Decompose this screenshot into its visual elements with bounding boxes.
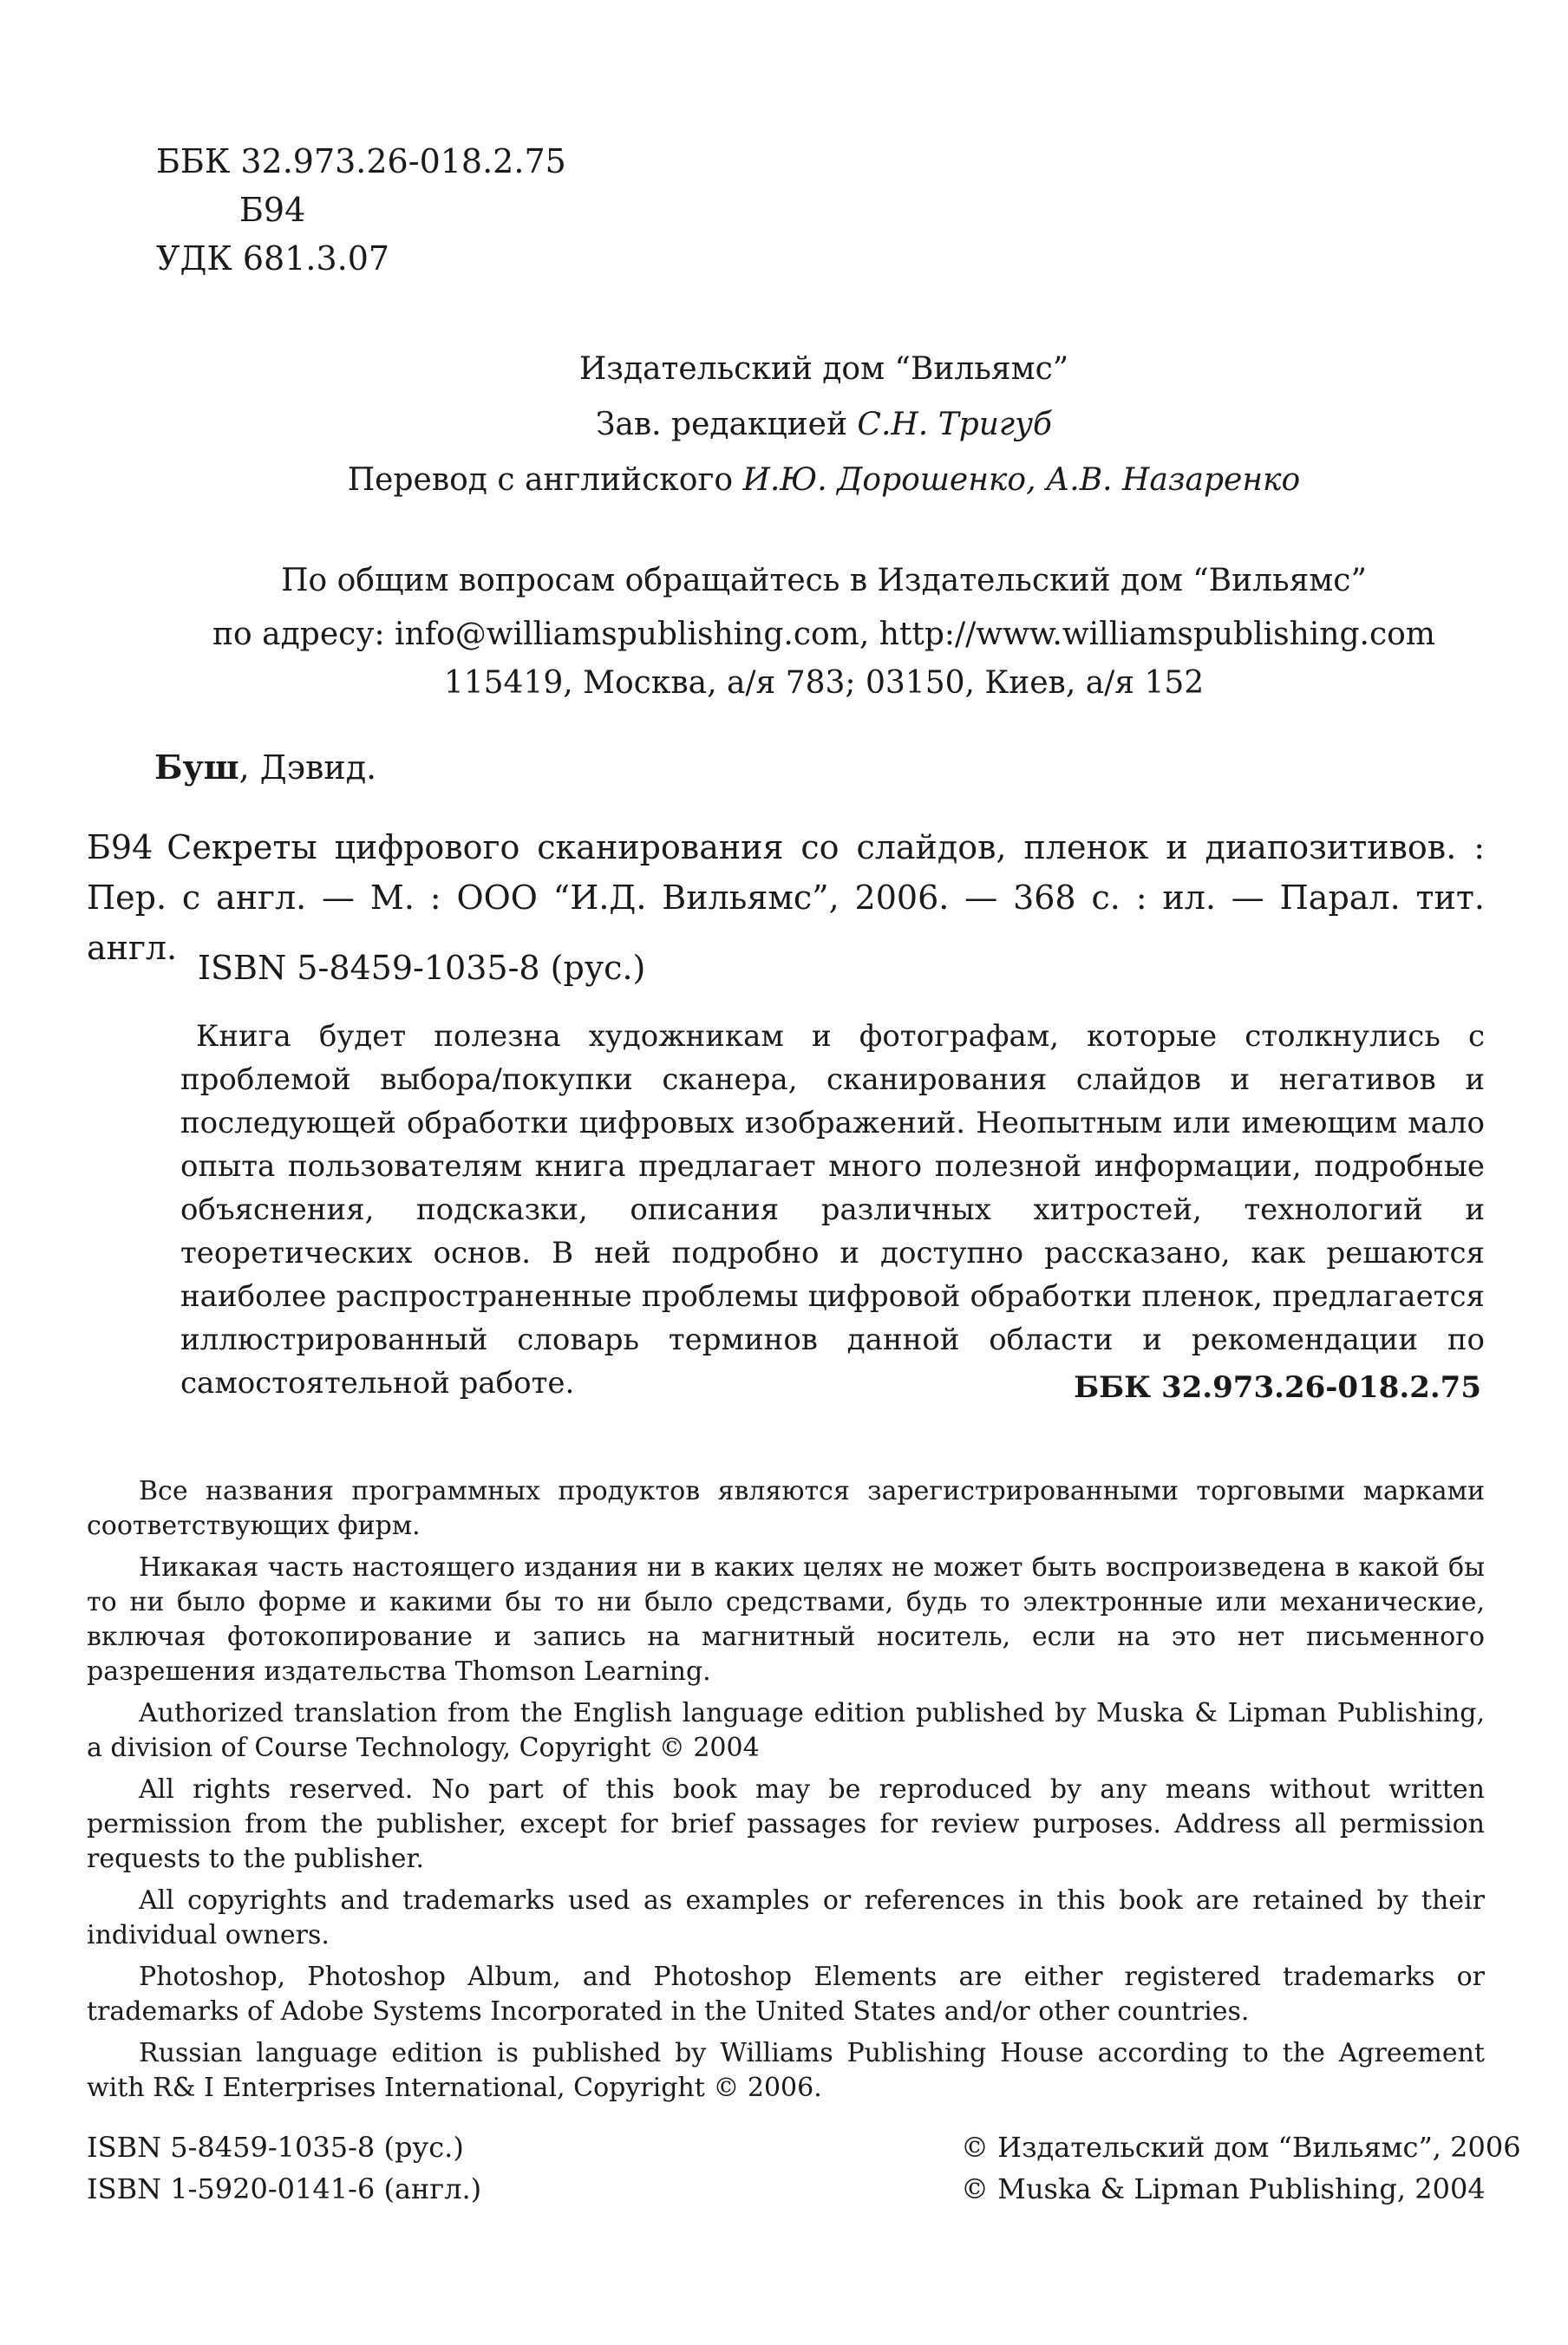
copyright-list	[961, 2126, 1521, 2210]
author-surname: Буш	[154, 748, 239, 787]
translation-prefix: Перевод с английского	[347, 462, 743, 498]
bbk-repeat: ББК 32.973.26-018.2.75	[1074, 1370, 1481, 1405]
isbn-list	[87, 2126, 481, 2210]
publisher-house: Издательский дом “Вильямс”	[578, 351, 1069, 387]
bib-code: Б94	[87, 828, 154, 866]
isbn-eng: ISBN 1-5920-0141-6 (англ.)	[87, 2172, 482, 2205]
contact-line-2: по адресу: info@williamspublishing.com, http://www.williamspublishing.com	[212, 617, 1435, 652]
translation-line	[0, 456, 1568, 505]
copyright-ru: © Издательский дом “Вильямс”, 2006	[961, 2131, 1521, 2164]
legal-note: Все названия программных продуктов являются зарегистрированными торговыми марками соответствующих фирм.	[87, 1476, 1485, 1541]
contact-line-3: 115419, Москва, а/я 783; 03150, Киев, а/я 152	[443, 665, 1205, 701]
annotation: Книга будет полезна художникам и фотографам, которые столкнулись с проблемой выбора/покупки сканера, сканирования слайдов и негативов и последующей обработки цифровых изображений. Неопытным или имеющим мало опыта пользователям книга предлагает много полезной информации, подробные объяснения, подсказки, описания различных хитростей, технологий и теоретических основ. В ней подробно и доступно рассказано, как решаются наиболее распространенные проблемы цифровой обработки пленок, предлагается иллюстрированный словарь терминов данной области и рекомендации по самостоятельной работе.	[180, 1019, 1485, 1401]
isbn-rus: ISBN 5-8459-1035-8 (рус.)	[87, 2131, 464, 2164]
translators: И.Ю. Дорошенко, А.В. Назаренко	[742, 462, 1301, 498]
author-rest: , Дэвид.	[238, 748, 377, 787]
legal-notes	[87, 1474, 1485, 2113]
contact-line-1: По общим вопросам обращайтесь в Издательский дом “Вильямс”	[281, 563, 1367, 598]
bib-isbn: ISBN 5-8459-1035-8 (рус.)	[198, 949, 646, 987]
legal-note: Никакая часть настоящего издания ни в каких целях не может быть воспроизведена в какой бы то ни было форме и какими бы то ни было средствами, будь то электронные или механические, включая фотокопирование и запись на магнитный носитель, если на это нет письменного разрешения издательства Thomson Learning.	[87, 1552, 1485, 1687]
udk-code: УДК 681.3.07	[156, 239, 390, 278]
author-mark: Б94	[239, 191, 306, 229]
copyright-en: © Muska & Lipman Publishing, 2004	[961, 2172, 1486, 2205]
legal-note: Authorized translation from the English language edition published by Muska & Lipman Publishing, a division of Course Technology, Copyright © 2004	[87, 1698, 1485, 1763]
bbk-code: ББК 32.973.26-018.2.75	[156, 142, 566, 180]
editor-line	[0, 401, 1568, 449]
bib-text: Секреты цифрового сканирования со слайдов, пленок и диапозитивов. : Пер. с англ. — М. : ООО “И.Д. Вильямс”, 2006. — 368 с. : ил. — Парал. тит. англ.	[87, 828, 1485, 967]
editor-name: С.Н. Тригуб	[857, 407, 1052, 442]
legal-note: All copyrights and trademarks used as examples or references in this book are retained by their individual owners.	[87, 1885, 1485, 1950]
editor-prefix: Зав. редакцией	[596, 407, 858, 442]
legal-note: Russian language edition is published by Williams Publishing House according to the Agreement with R& I Enterprises International, Copyright © 2006.	[87, 2038, 1485, 2103]
author-line	[154, 748, 376, 787]
legal-note: Photoshop, Photoshop Album, and Photoshop Elements are either registered trademarks or trademarks of Adobe Systems Incorporated in the United States and/or other countries.	[87, 1962, 1485, 2027]
legal-note: All rights reserved. No part of this book may be reproduced by any means without written permission from the publisher, except for brief passages for review purposes. Address all permission requests to the publisher.	[87, 1774, 1485, 1874]
